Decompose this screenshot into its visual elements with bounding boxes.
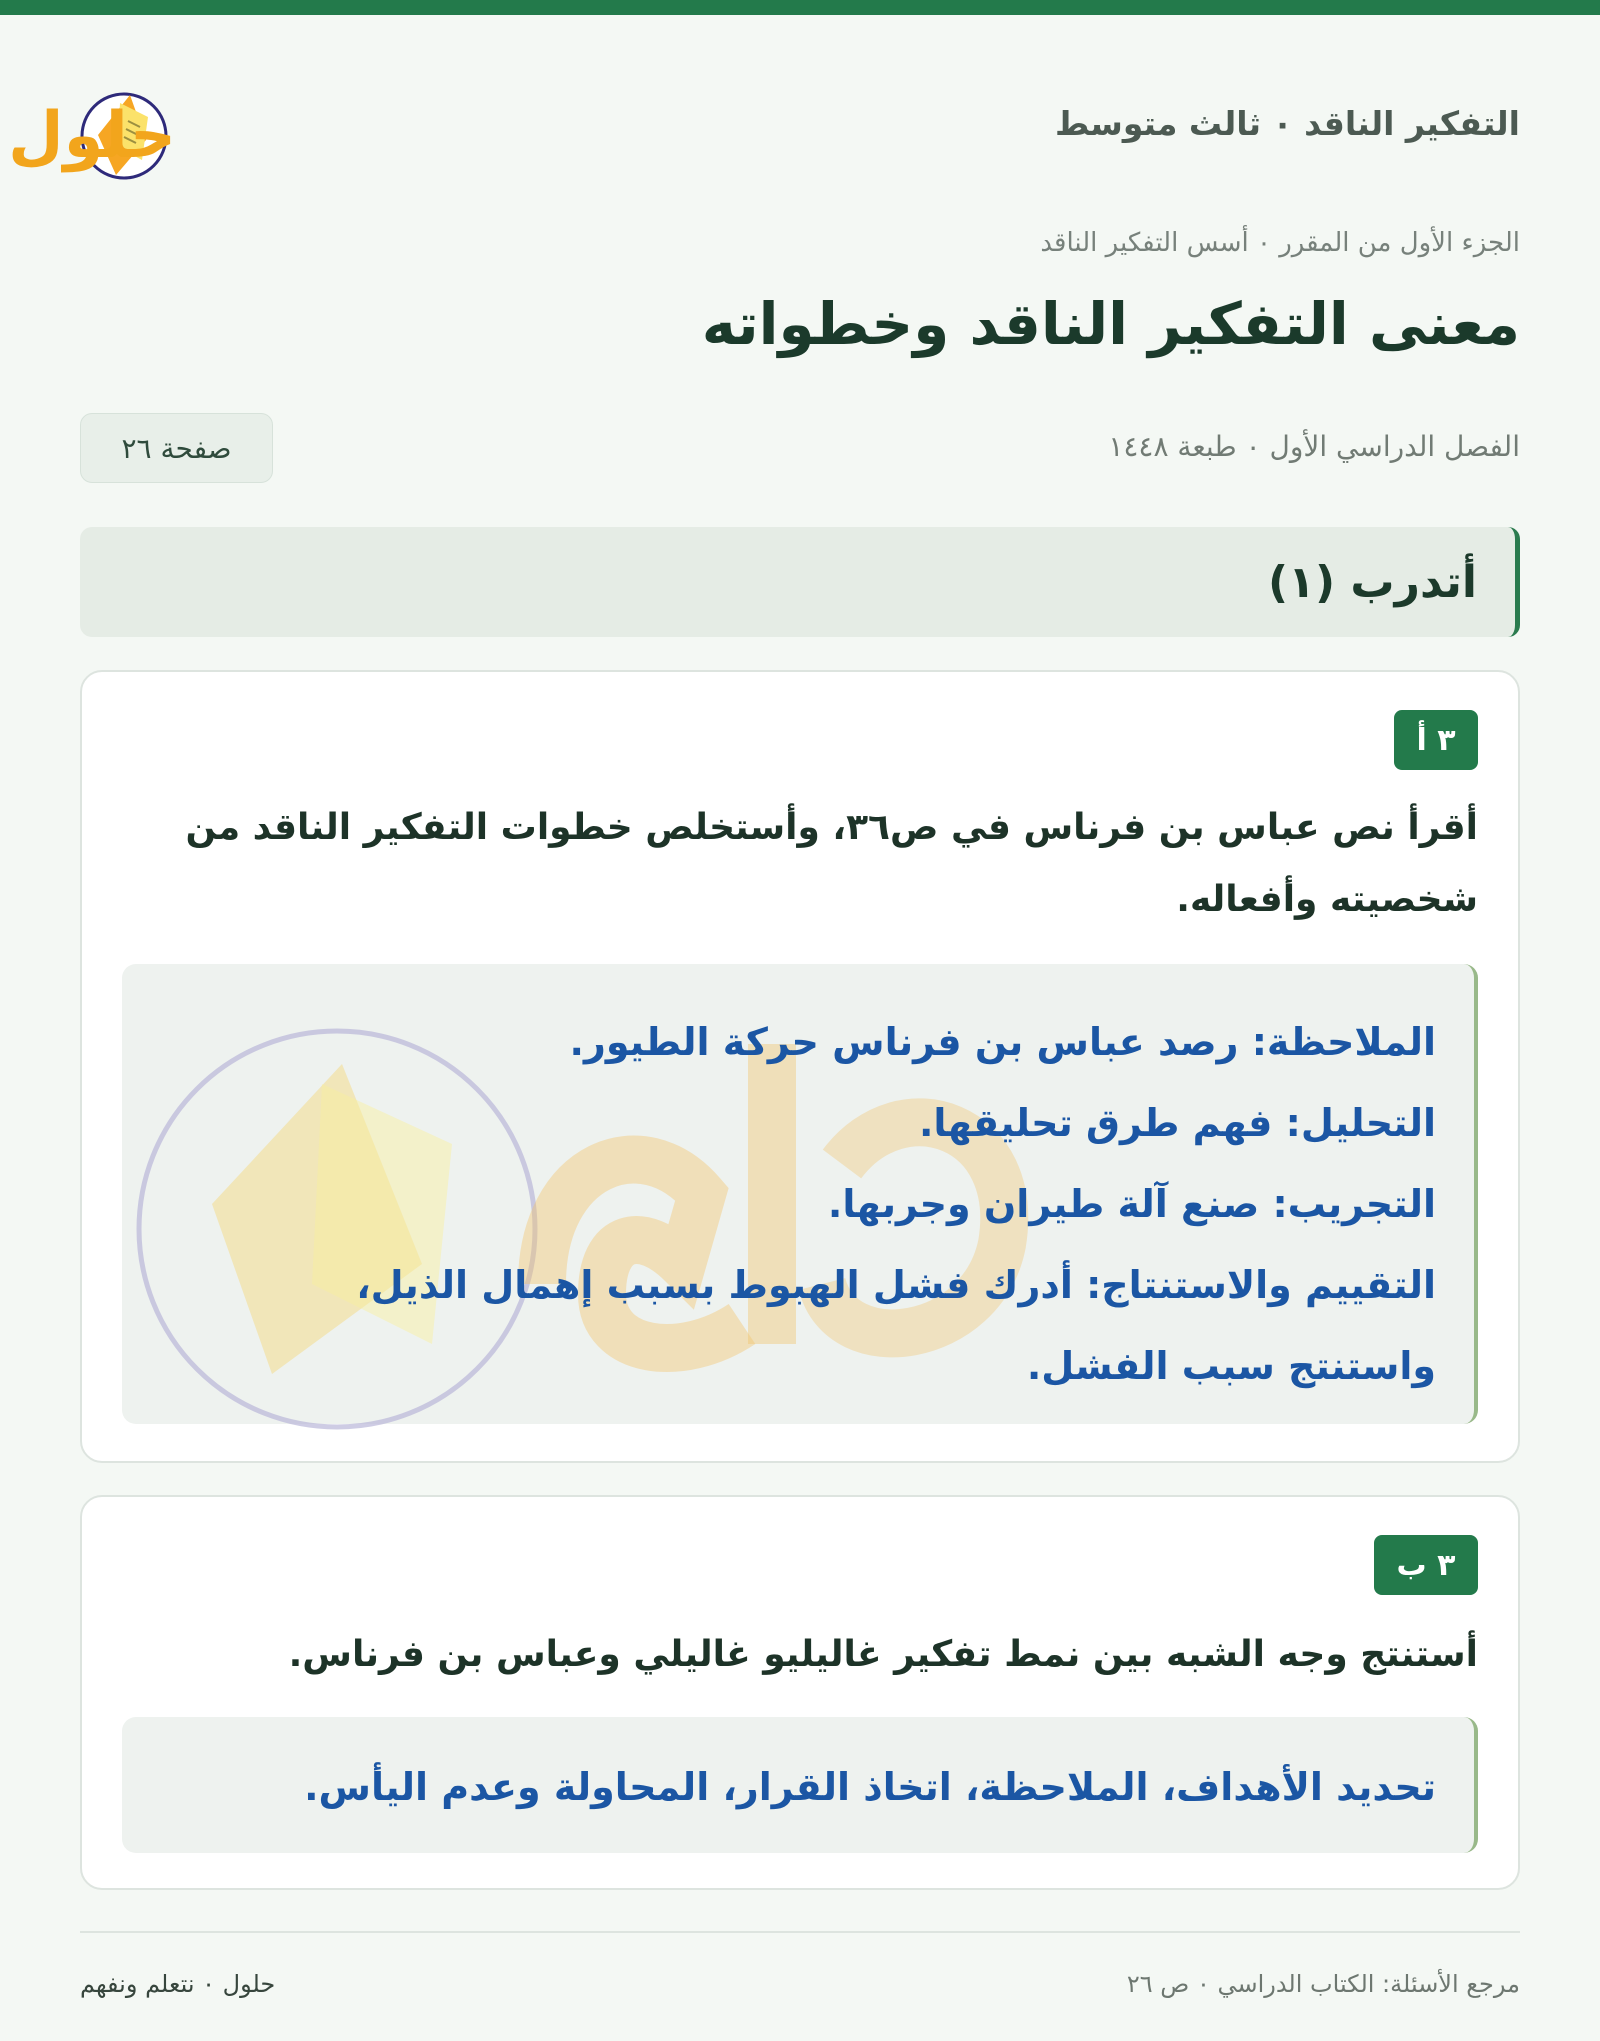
- question-text: أقرأ نص عباس بن فرناس في ص٣٦، وأستخلص خطوات التفكير الناقد من شخصيته وأفعاله.: [185, 807, 1478, 920]
- footer-reference: مرجع الأسئلة: الكتاب الدراسي ٠ ص ٢٦: [1126, 1970, 1520, 1998]
- answer-line: تحديد الأهداف، الملاحظة، اتخاذ القرار، المحاولة وعدم اليأس.: [304, 1765, 1436, 1809]
- answer-line: واستنتج سبب الفشل.: [1026, 1344, 1436, 1388]
- question-card: [80, 1495, 1520, 1890]
- page-title: معنى التفكير الناقد وخطواته: [701, 290, 1520, 358]
- section-heading: أتدرب (١): [80, 527, 1520, 637]
- page: [8, 0, 1520, 2041]
- answer-list: [122, 964, 1474, 1407]
- footer-divider: [80, 1931, 1520, 1933]
- hulul-logo[interactable]: [8, 65, 360, 185]
- question-card: [80, 670, 1520, 1463]
- footer-brand: حلول ٠ نتعلم ونفهم: [80, 1970, 276, 1998]
- question-badge: ٣ ب: [1374, 1535, 1478, 1595]
- answer-line: التقييم والاستنتاج: أدرك فشل الهبوط بسبب إهمال الذيل،: [356, 1263, 1436, 1307]
- question-text: أستنتج وجه الشبه بين نمط تفكير غاليليو غاليلي وعباس بن فرناس.: [288, 1634, 1478, 1675]
- page-number-badge: صفحة ٢٦: [80, 413, 273, 483]
- answer-box: [122, 1717, 1478, 1853]
- answer-line: الملاحظة: رصد عباس بن فرناس حركة الطيور.: [569, 1020, 1436, 1064]
- breadcrumb: الجزء الأول من المقرر ٠ أسس التفكير الناقد: [1040, 228, 1520, 258]
- question-badge: ٣ أ: [1394, 710, 1478, 770]
- header: [8, 60, 1520, 190]
- answer-line: التحليل: فهم طرق تحليقها.: [918, 1101, 1436, 1145]
- answer-line: التجريب: صنع آلة طيران وجربها.: [827, 1182, 1436, 1226]
- answer-list: [122, 1717, 1474, 1828]
- course-title: التفكير الناقد ٠ ثالث متوسط: [1055, 104, 1520, 143]
- logo-text: حلول: [8, 99, 176, 173]
- answer-box: [122, 964, 1478, 1424]
- book-icon: [8, 65, 360, 185]
- term-edition: الفصل الدراسي الأول ٠ طبعة ١٤٤٨: [1108, 430, 1520, 463]
